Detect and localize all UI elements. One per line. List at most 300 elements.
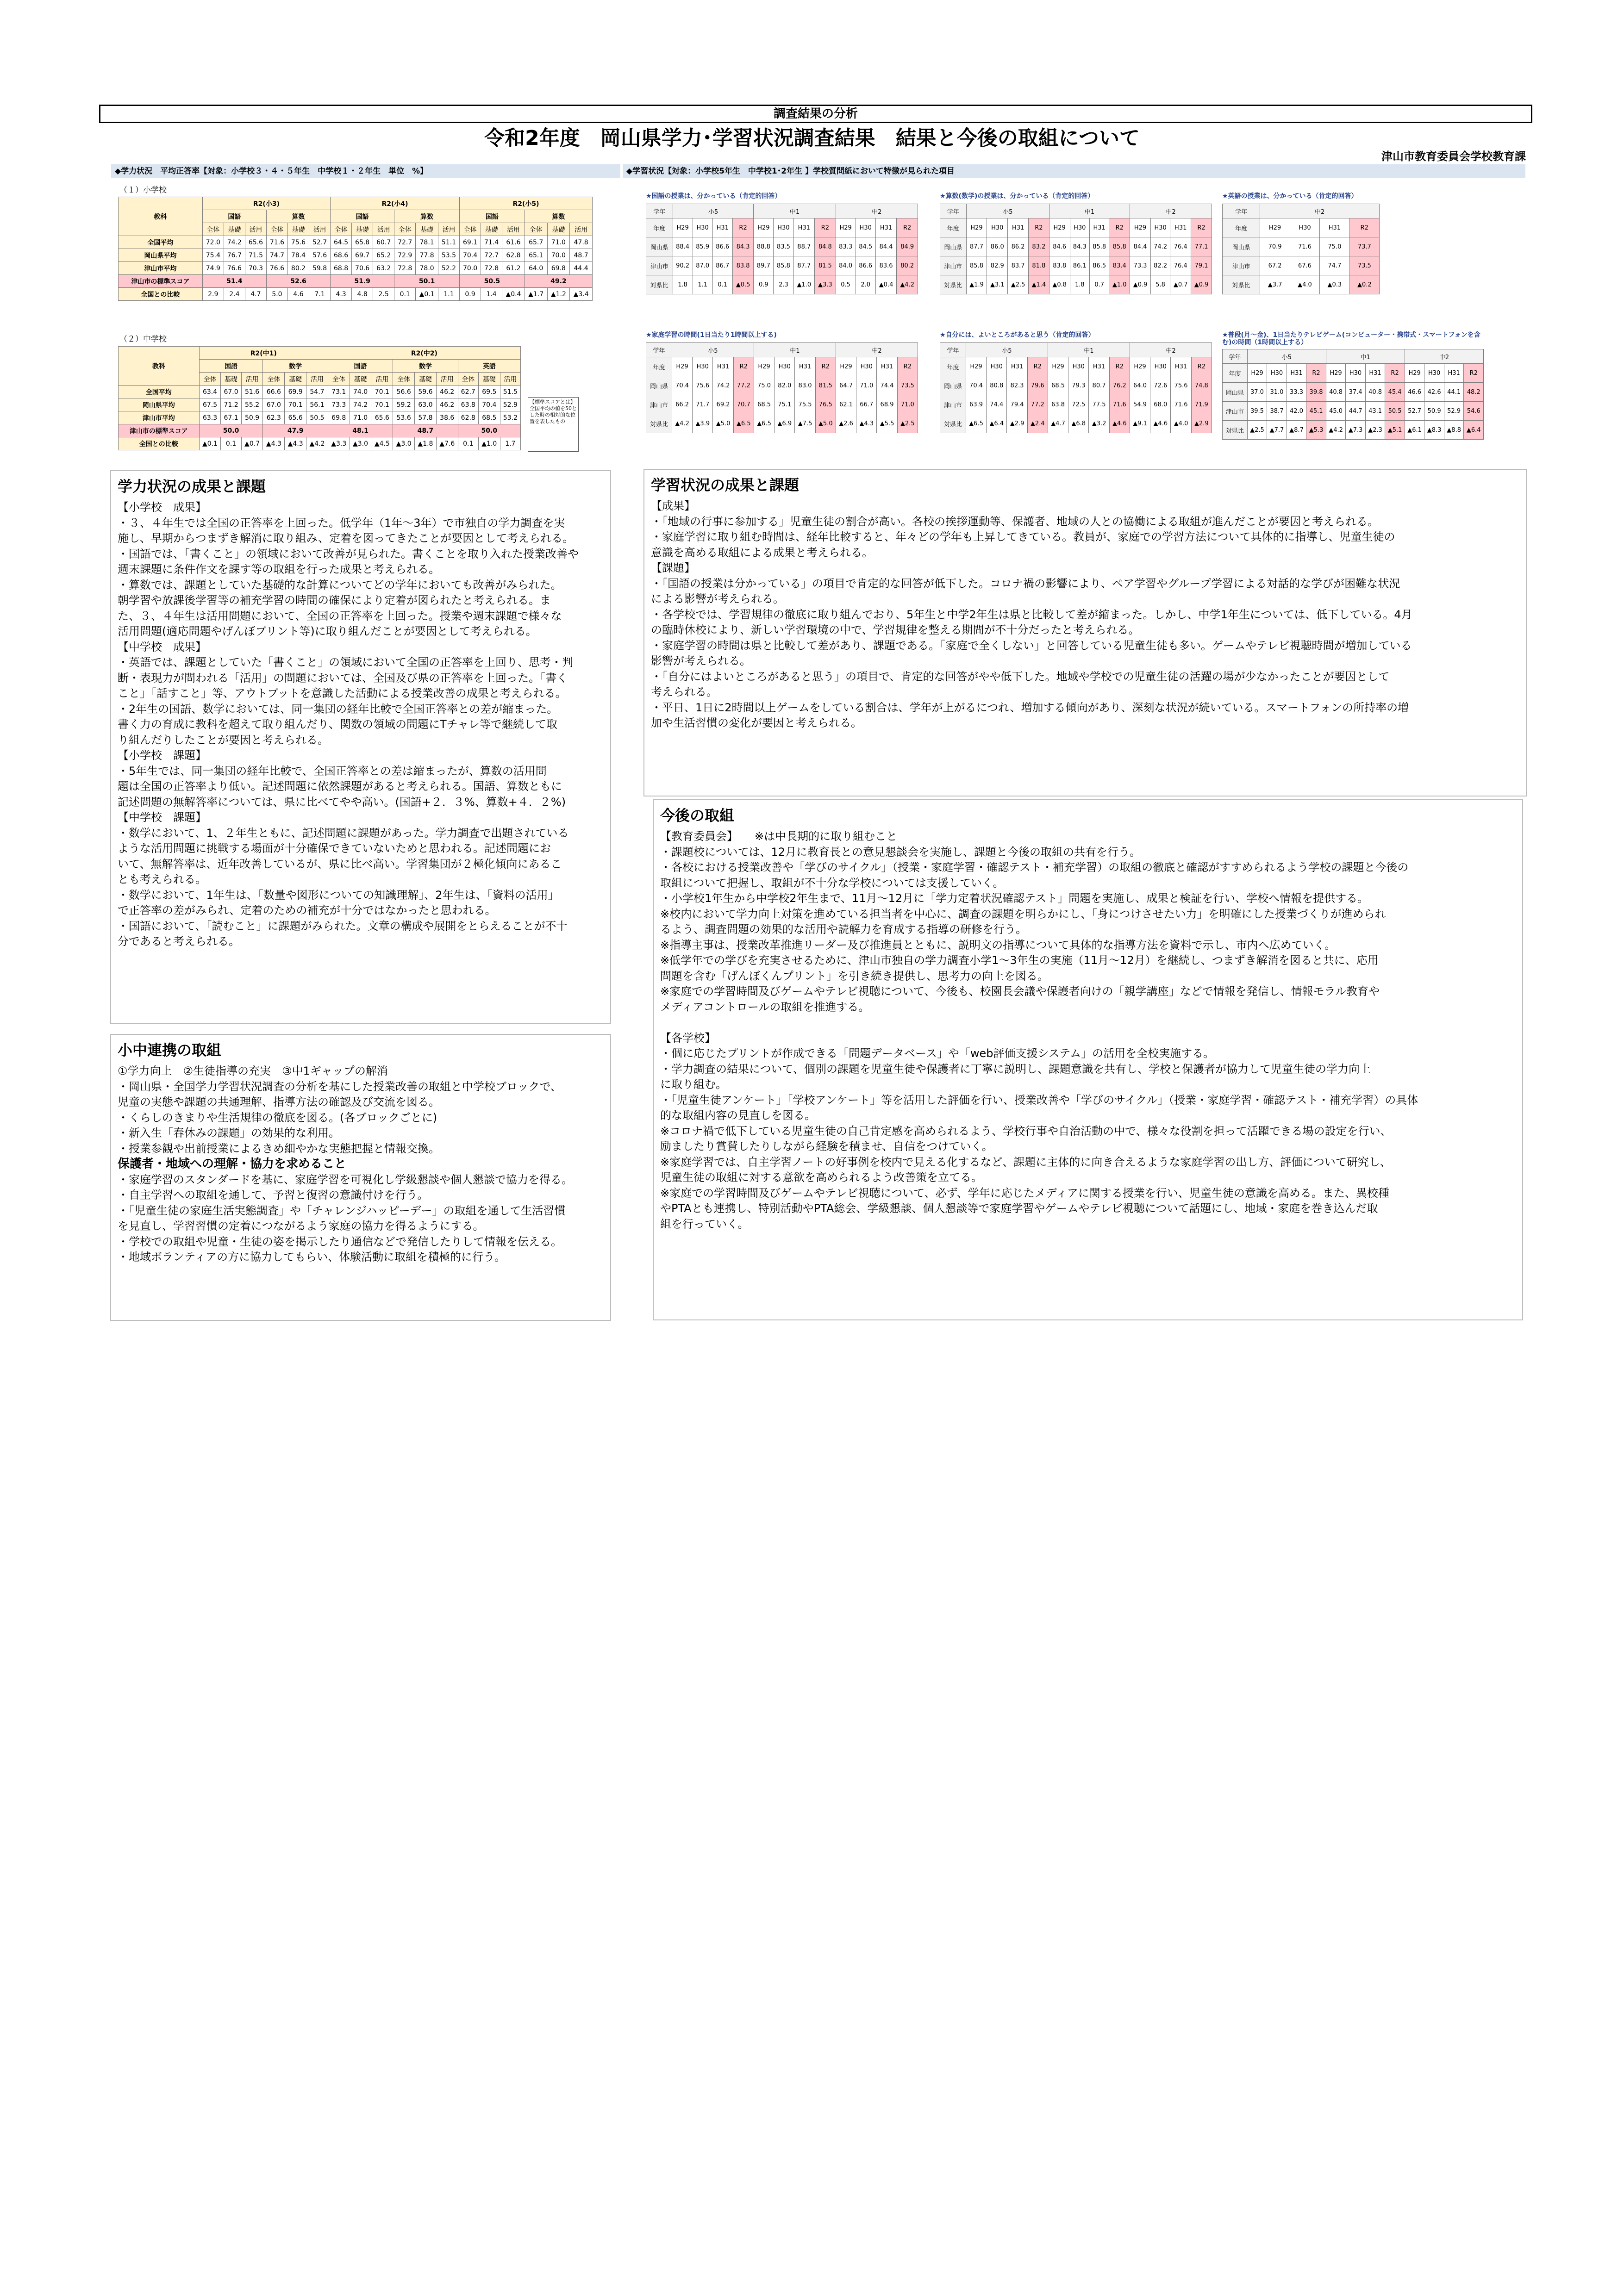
- compare-cell: 2.5: [373, 288, 394, 301]
- score-cell: 62.7: [458, 386, 478, 398]
- col-header: 活用: [500, 373, 520, 386]
- survey-cell: 80.2: [897, 256, 918, 275]
- score-cell: 51.6: [241, 386, 263, 398]
- year-header: R2: [1385, 364, 1405, 383]
- compare-cell: 0.1: [458, 437, 478, 450]
- survey-cell: 54.6: [1464, 402, 1484, 421]
- text-line: 【中学校 成果】: [118, 640, 206, 653]
- row-label: 津山市の標準スコア: [119, 424, 200, 437]
- row-label: 対県比: [1223, 275, 1260, 294]
- score-cell: 50.9: [241, 411, 263, 424]
- survey-cell: 71.6: [1290, 237, 1319, 256]
- cooperation-text: [118, 1064, 604, 1265]
- survey-cell: 88.7: [793, 237, 815, 256]
- survey-cell: ▲6.5: [754, 414, 774, 433]
- survey-cell: 73.5: [1349, 256, 1379, 275]
- grade-header: 小5: [966, 204, 1049, 218]
- text-line: 児童生徒の取組に対する意欲を高められるよう改善策を立てる。: [660, 1171, 982, 1184]
- survey-table-title: ★国語の授業は、分かっている（肯定的回答）: [646, 193, 781, 200]
- year-header: H30: [1150, 357, 1171, 376]
- survey-cell: 85.8: [774, 256, 793, 275]
- standard-score-note: 【標準スコアとは】全国平均の値を50とした時の相対的な位置を表したもの: [528, 397, 579, 452]
- survey-cell: 42.0: [1287, 402, 1306, 421]
- ideal-row: [119, 424, 521, 437]
- year-header: H30: [775, 357, 795, 376]
- survey-cell: 1.8: [673, 275, 693, 294]
- text-line: ・平日、1日に2時間以上ゲームをしている割合は、学年が上がるにつれ、増加する傾向があり、深刻な状況が続いている。スマートフォンの所持率の増: [651, 701, 1409, 714]
- standard-score-cell: 50.0: [199, 424, 263, 437]
- data-row: [119, 411, 521, 424]
- score-cell: 78.0: [416, 262, 438, 275]
- survey-cell: 2.3: [774, 275, 793, 294]
- year-header: H29: [1130, 218, 1151, 237]
- future-actions-text: [660, 829, 1516, 1232]
- okayama-row: [646, 376, 918, 395]
- survey-cell: 84.4: [1130, 237, 1151, 256]
- survey-cell: 82.3: [1007, 376, 1027, 395]
- text-line: ・小学校1年生から中学校2年生まで、11月～12月に「学力定着状況確認テスト」問題を実施し、成果と検証を行い、学校へ情報を提供する。: [660, 892, 1369, 905]
- row-label: 対県比: [940, 275, 967, 294]
- score-cell: 59.8: [309, 262, 331, 275]
- score-cell: 68.5: [478, 411, 500, 424]
- diff-row: [940, 275, 1212, 294]
- survey-cell: 84.3: [1070, 237, 1089, 256]
- score-cell: 65.6: [285, 411, 306, 424]
- survey-cell: 83.5: [774, 237, 793, 256]
- col-header: 基礎: [478, 373, 500, 386]
- score-cell: 61.2: [502, 262, 525, 275]
- survey-cell: 86.2: [1008, 237, 1029, 256]
- year-header: H31: [1171, 357, 1191, 376]
- year-header: R2: [1029, 218, 1049, 237]
- compare-cell: ▲3.0: [350, 437, 371, 450]
- survey-cell: 73.3: [1130, 256, 1151, 275]
- score-cell: 51.5: [500, 386, 520, 398]
- col-header: 活用: [309, 223, 331, 236]
- col-header: 活用: [373, 223, 394, 236]
- text-line: 朝学習や放課後学習等の補充学習の時間の確保により定着が図られたと考えられる。ま: [118, 594, 551, 607]
- survey-cell: 83.8: [732, 256, 754, 275]
- survey-cell: 81.8: [1029, 256, 1049, 275]
- col-header: 基礎: [481, 223, 502, 236]
- year-header: H30: [693, 218, 712, 237]
- survey-cell: 85.8: [1109, 237, 1130, 256]
- learning-results-text: [651, 498, 1519, 731]
- survey-cell: ▲2.5: [897, 414, 918, 433]
- text-line: ・岡山県・全国学力学習状況調査の分析を基にした授業改善の取組と中学校ブロックで、: [118, 1080, 562, 1093]
- grade-header: 中1: [754, 204, 836, 218]
- survey-cell: ▲5.3: [1306, 421, 1326, 440]
- year-header: R2: [1306, 364, 1326, 383]
- survey-cell: ▲8.3: [1424, 421, 1444, 440]
- row-label: 津山市: [940, 256, 967, 275]
- year-header: R2: [1027, 357, 1048, 376]
- survey-cell: 82.0: [775, 376, 795, 395]
- text-line: 週末課題に条件作文を課す等の取組を行った成果と考えられる。: [118, 563, 440, 576]
- survey-cell: 77.5: [1089, 395, 1109, 414]
- row-label: 年度: [940, 357, 966, 376]
- year-header: H30: [1070, 218, 1089, 237]
- survey-cell: ▲6.1: [1405, 421, 1424, 440]
- year-header: R2: [1191, 357, 1212, 376]
- survey-cell: ▲0.5: [732, 275, 754, 294]
- year-header: H29: [1260, 218, 1290, 237]
- col-header: 活用: [241, 373, 263, 386]
- col-header: 全体: [263, 373, 285, 386]
- year-header: R2: [815, 218, 836, 237]
- okayama-row: [1223, 237, 1380, 256]
- elementary-label: （１）小学校: [119, 186, 167, 195]
- survey-cell: 77.2: [733, 376, 754, 395]
- row-label: 津山市: [1223, 402, 1248, 421]
- text-line: 施し、早期からつまずき解消に取り組み、定着を図ってきたことが要因として考えられる。: [118, 532, 574, 545]
- text-line: ・家庭学習の時間は県と比較して差があり、課題である。「家庭で全くしない」と回答している児童生徒も多い。ゲームやテレビ視聴時間が増加している: [651, 639, 1412, 652]
- survey-cell: 64.7: [836, 376, 856, 395]
- col-header: 基礎: [416, 223, 438, 236]
- col-header: 全体: [460, 223, 481, 236]
- score-cell: 70.0: [547, 249, 570, 262]
- year-header: R2: [732, 218, 754, 237]
- text-line: ・授業参観や出前授業によるきめ細やかな実態把握と情報交換。: [118, 1142, 440, 1155]
- text-line: ※家庭での学習時間及びゲームやテレビ視聴について、今後も、校園長会議や保護者向けの「親学講座」などで情報を発信し、情報モラル教育や: [660, 985, 1380, 998]
- score-cell: 80.2: [287, 262, 309, 275]
- row-label: 岡山県: [940, 376, 966, 395]
- survey-cell: 84.9: [897, 237, 918, 256]
- row-label: 年度: [646, 218, 673, 237]
- score-cell: 71.6: [266, 236, 287, 249]
- score-cell: 63.8: [458, 398, 478, 411]
- score-cell: 69.7: [352, 249, 373, 262]
- diff-row: [940, 414, 1212, 433]
- row-label: 岡山県平均: [119, 398, 200, 411]
- survey-cell: ▲2.6: [836, 414, 856, 433]
- survey-cell: 81.5: [815, 256, 836, 275]
- score-cell: 65.7: [525, 236, 547, 249]
- survey-cell: 62.1: [836, 395, 856, 414]
- year-header: R2: [897, 357, 918, 376]
- text-line: ような活用問題に挑戦する場面が十分確保できていないためと思われる。記述問題にお: [118, 842, 551, 855]
- compare-row: [119, 437, 521, 450]
- year-header: H29: [754, 357, 774, 376]
- survey-cell: 45.1: [1306, 402, 1326, 421]
- score-cell: 53.6: [393, 411, 415, 424]
- row-label: 津山市平均: [119, 411, 200, 424]
- score-cell: 76.6: [224, 262, 245, 275]
- data-row: [119, 386, 521, 398]
- text-line: 書く力の育成に教科を超えて取り組んだり、関数の領域の問題にTチャレ等で継続して取: [118, 718, 557, 731]
- row-label: 年度: [1223, 218, 1260, 237]
- score-cell: 63.0: [415, 398, 437, 411]
- survey-cell: 88.8: [754, 237, 774, 256]
- survey-cell: ▲0.4: [875, 275, 897, 294]
- survey-cell: 74.4: [877, 376, 897, 395]
- text-line: 励ましたり賞賛したりしながら経験を積ませ、自信をつけていく。: [660, 1140, 993, 1153]
- year-header: R2: [1109, 218, 1130, 237]
- survey-cell: 83.0: [795, 376, 815, 395]
- survey-cell: ▲4.2: [897, 275, 918, 294]
- year-header: H30: [1150, 218, 1170, 237]
- text-line: ・「児童生徒アンケート」「学校アンケート」等を活用した評価を行い、授業改善や「学びのサイクル」（授業・家庭学習・確認テスト・補充学習）の具体: [660, 1093, 1418, 1107]
- compare-cell: ▲0.1: [199, 437, 221, 450]
- future-actions-box: [653, 799, 1523, 1320]
- score-cell: 63.3: [199, 411, 221, 424]
- compare-cell: ▲4.2: [306, 437, 328, 450]
- survey-cell: 84.0: [836, 256, 856, 275]
- text-line: ・「国語の授業は分かっている」の項目で肯定的な回答が低下した。コロナ禍の影響により、ペア学習やグループ学習による対話的な学びが困難な状況: [651, 577, 1400, 590]
- survey-cell: ▲3.9: [693, 414, 713, 433]
- survey-cell: 80.8: [987, 376, 1007, 395]
- score-cell: 76.6: [266, 262, 287, 275]
- score-cell: 72.9: [394, 249, 416, 262]
- survey-cell: 0.7: [1089, 275, 1109, 294]
- year-header: H29: [1247, 364, 1267, 383]
- score-cell: 64.5: [331, 236, 352, 249]
- col-header: 活用: [570, 223, 593, 236]
- score-cell: 71.0: [350, 411, 371, 424]
- col-header: 全体: [525, 223, 547, 236]
- score-cell: 71.2: [221, 398, 241, 411]
- col-header: 全体: [394, 223, 416, 236]
- year-header: H30: [1346, 364, 1366, 383]
- page-title: 令和2年度 岡山県学力･学習状況調査結果 結果と今後の取組について: [484, 126, 1140, 150]
- standard-score-cell: 50.1: [394, 275, 460, 288]
- text-line: ・各学校では、学習規律の徹底に取り組んでおり、5年生と中学2年生は県と比較して差が縮まった。しかし、中学1年生については、低下している。4月: [651, 608, 1412, 621]
- year-header: H30: [856, 357, 877, 376]
- survey-cell: 84.4: [875, 237, 897, 256]
- score-cell: 70.1: [371, 398, 393, 411]
- year-header: H29: [672, 357, 692, 376]
- row-label: 津山市平均: [119, 262, 203, 275]
- year-header: H29: [673, 218, 693, 237]
- year-header: H31: [795, 357, 815, 376]
- survey-cell: 83.8: [1049, 256, 1070, 275]
- text-line: に取り組む。: [660, 1078, 727, 1091]
- survey-cell: 70.7: [733, 395, 754, 414]
- compare-cell: 7.1: [309, 288, 331, 301]
- text-line: 記述問題の無解答率については、県に比べてやや高い。(国語+２．３%、算数+４．２%): [118, 795, 566, 809]
- text-line: メディアコントロールの取組を推進する。: [660, 1000, 870, 1014]
- score-cell: 70.0: [460, 262, 481, 275]
- survey-cell: 71.9: [1191, 395, 1212, 414]
- row-label: 対県比: [1223, 421, 1248, 440]
- text-line: 【中学校 課題】: [118, 811, 206, 824]
- grade-row: [646, 343, 918, 357]
- survey-cell: 50.9: [1424, 402, 1444, 421]
- score-cell: 72.7: [394, 236, 416, 249]
- year-header: H29: [1405, 364, 1424, 383]
- grade-row: [1223, 204, 1380, 218]
- year-header: H30: [1068, 357, 1089, 376]
- survey-table: [646, 342, 918, 433]
- year-header: H31: [1007, 357, 1027, 376]
- text-line: ・2年生の国語、数学においては、同一集団の経年比較で全国正答率との差が縮まった。: [118, 702, 558, 716]
- compare-cell: ▲1.8: [415, 437, 437, 450]
- score-cell: 52.7: [309, 236, 331, 249]
- score-cell: 78.1: [416, 236, 438, 249]
- col-header: 全体: [266, 223, 287, 236]
- survey-cell: 68.5: [754, 395, 774, 414]
- score-cell: 75.4: [202, 249, 224, 262]
- score-cell: 61.6: [502, 236, 525, 249]
- survey-table-title: ★英語の授業は、分かっている（肯定的回答）: [1222, 193, 1358, 200]
- subject-name: 算数: [394, 210, 460, 223]
- survey-cell: 48.2: [1464, 383, 1484, 402]
- survey-cell: ▲6.4: [1464, 421, 1484, 440]
- academic-results-text: [118, 500, 604, 950]
- year-header: H29: [1130, 357, 1150, 376]
- row-label: 岡山県平均: [119, 249, 203, 262]
- survey-cell: 46.6: [1405, 383, 1424, 402]
- text-line: [660, 1015, 1516, 1031]
- survey-cell: ▲2.9: [1191, 414, 1212, 433]
- col-header: 活用: [306, 373, 328, 386]
- score-cell: 78.4: [287, 249, 309, 262]
- okayama-row: [1223, 383, 1484, 402]
- year-row: [1223, 218, 1380, 237]
- survey-cell: 79.1: [1191, 256, 1212, 275]
- score-cell: 71.5: [245, 249, 266, 262]
- score-cell: 63.4: [199, 386, 221, 398]
- text-line: 影響が考えられる。: [651, 654, 751, 667]
- survey-cell: 73.7: [1349, 237, 1379, 256]
- survey-cell: 69.2: [713, 395, 733, 414]
- score-cell: 70.4: [460, 249, 481, 262]
- score-cell: 67.0: [263, 398, 285, 411]
- row-label: 全国平均: [119, 236, 203, 249]
- score-cell: 54.7: [306, 386, 328, 398]
- survey-table-title: ★算数(数学)の授業は、分かっている（肯定的回答）: [940, 193, 1094, 200]
- survey-cell: ▲3.2: [1089, 414, 1109, 433]
- survey-cell: 86.1: [1070, 256, 1089, 275]
- survey-cell: 85.8: [966, 256, 987, 275]
- diff-row: [646, 275, 918, 294]
- text-line: 分であると考えられる。: [118, 935, 240, 948]
- survey-cell: ▲6.9: [775, 414, 795, 433]
- score-cell: 70.6: [352, 262, 373, 275]
- compare-cell: ▲1.7: [525, 288, 547, 301]
- survey-cell: 75.6: [693, 376, 713, 395]
- survey-cell: 52.7: [1405, 402, 1424, 421]
- survey-cell: ▲0.7: [1170, 275, 1191, 294]
- row-label: 岡山県: [1223, 383, 1248, 402]
- survey-table-title: ★家庭学習の時間(1日当たり1時間以上する): [646, 331, 777, 339]
- survey-table-title: ★普段(月～金)、1日当たりテレビゲーム(コンピューター・携帯式・スマートフォンを含む)の時間（1時間以上する）: [1222, 331, 1480, 346]
- survey-cell: 87.7: [966, 237, 987, 256]
- year-header: H31: [1287, 364, 1306, 383]
- text-line: ※家庭学習では、自主学習ノートの好事例を校内で見える化するなど、課題に主体的に向き合えるような家庭学習の出し方、評価について研究し、: [660, 1155, 1391, 1169]
- grade-header: R2(小4): [331, 197, 460, 210]
- row-label: 津山市: [646, 256, 673, 275]
- row-label: 岡山県: [940, 237, 967, 256]
- score-cell: 77.8: [416, 249, 438, 262]
- survey-cell: ▲2.5: [1247, 421, 1267, 440]
- header-tag: 調査結果の分析: [99, 105, 1532, 123]
- organization-name: 津山市教育委員会学校教育課: [1381, 150, 1526, 163]
- grade-header: 中1: [754, 343, 836, 357]
- text-line: ・「自分にはよいところがあると思う」の項目で、肯定的な回答がやや低下した。地域や学校での児童生徒の活躍の場が少なかったことが要因として: [651, 670, 1390, 683]
- text-line: 題は全国の正答率より低い。記述問題に依然課題があると考えられる。国語、算数ともに: [118, 780, 562, 793]
- score-cell: 70.1: [285, 398, 306, 411]
- grade-header: 小5: [966, 343, 1048, 357]
- compare-cell: ▲3.3: [328, 437, 350, 450]
- compare-cell: 4.3: [331, 288, 352, 301]
- subject-name: 数学: [393, 360, 458, 373]
- survey-cell: 75.1: [775, 395, 795, 414]
- score-cell: 60.7: [373, 236, 394, 249]
- row-label: 岡山県: [646, 237, 673, 256]
- survey-cell: ▲0.8: [1049, 275, 1070, 294]
- survey-cell: 71.0: [856, 376, 877, 395]
- text-line: ・数学において、1、２年生ともに、記述問題に課題があった。学力調査で出題されている: [118, 826, 569, 840]
- survey-cell: 68.0: [1150, 395, 1171, 414]
- score-cell: 69.8: [547, 262, 570, 275]
- standard-score-cell: 48.7: [393, 424, 458, 437]
- survey-cell: ▲6.5: [733, 414, 754, 433]
- survey-cell: 63.8: [1048, 395, 1068, 414]
- row-label: 年度: [1223, 364, 1248, 383]
- compare-cell: ▲0.4: [502, 288, 525, 301]
- compare-cell: 1.7: [500, 437, 520, 450]
- text-line: ・数学において、1年生は、「数量や図形についての知識理解」、2年生は、「資料の活用」: [118, 888, 559, 902]
- junior-label: （２）中学校: [119, 335, 167, 344]
- year-header: H31: [1170, 218, 1191, 237]
- grade-header: 小5: [673, 204, 754, 218]
- grade-header: 中1: [1326, 349, 1405, 364]
- text-line: こと」「話すこと」等、アウトプットを意識した活動による授業改善の成果と考えられる。: [118, 687, 567, 700]
- survey-cell: 88.4: [673, 237, 693, 256]
- survey-cell: ▲4.0: [1171, 414, 1191, 433]
- subject-name: 国語: [328, 360, 393, 373]
- compare-cell: ▲0.7: [241, 437, 263, 450]
- year-header: H31: [1008, 218, 1029, 237]
- text-line: ・学校での取組や児童・生徒の姿を掲示したり通信などで発信したりして情報を伝える。: [118, 1235, 562, 1248]
- survey-cell: 84.3: [732, 237, 754, 256]
- col-header: 全体: [202, 223, 224, 236]
- survey-cell: 89.7: [754, 256, 774, 275]
- grade-header: 中2: [836, 204, 918, 218]
- survey-cell: 79.4: [1007, 395, 1027, 414]
- year-header: H30: [856, 218, 875, 237]
- diff-row: [1223, 275, 1380, 294]
- survey-cell: 73.5: [897, 376, 918, 395]
- subject-name: 数学: [263, 360, 328, 373]
- row-label: 津山市: [940, 395, 966, 414]
- year-header: H29: [1326, 364, 1346, 383]
- standard-score-cell: 47.9: [263, 424, 328, 437]
- score-cell: 65.2: [373, 249, 394, 262]
- header-row: [119, 347, 521, 360]
- grade-header: R2(小3): [202, 197, 330, 210]
- text-line: ・国語において、「読むこと」に課題がみられた。文章の構成や展開をとらえることが不十: [118, 919, 568, 933]
- score-cell: 52.2: [438, 262, 459, 275]
- compare-cell: 2.9: [202, 288, 224, 301]
- survey-cell: ▲4.6: [1109, 414, 1130, 433]
- text-line: ・自主学習への取組を通して、予習と復習の意識付けを行う。: [118, 1188, 429, 1201]
- score-cell: 75.6: [287, 236, 309, 249]
- score-cell: 74.2: [224, 236, 245, 249]
- year-header: R2: [815, 357, 836, 376]
- score-cell: 59.6: [415, 386, 437, 398]
- survey-cell: ▲4.2: [672, 414, 692, 433]
- survey-cell: 74.4: [987, 395, 1007, 414]
- row-label: 学年: [646, 204, 673, 218]
- compare-cell: 0.1: [221, 437, 241, 450]
- standard-score-cell: 49.2: [525, 275, 592, 288]
- year-header: R2: [1464, 364, 1484, 383]
- survey-cell: 90.2: [673, 256, 693, 275]
- survey-cell: 83.4: [1109, 256, 1130, 275]
- survey-cell: 43.1: [1365, 402, 1385, 421]
